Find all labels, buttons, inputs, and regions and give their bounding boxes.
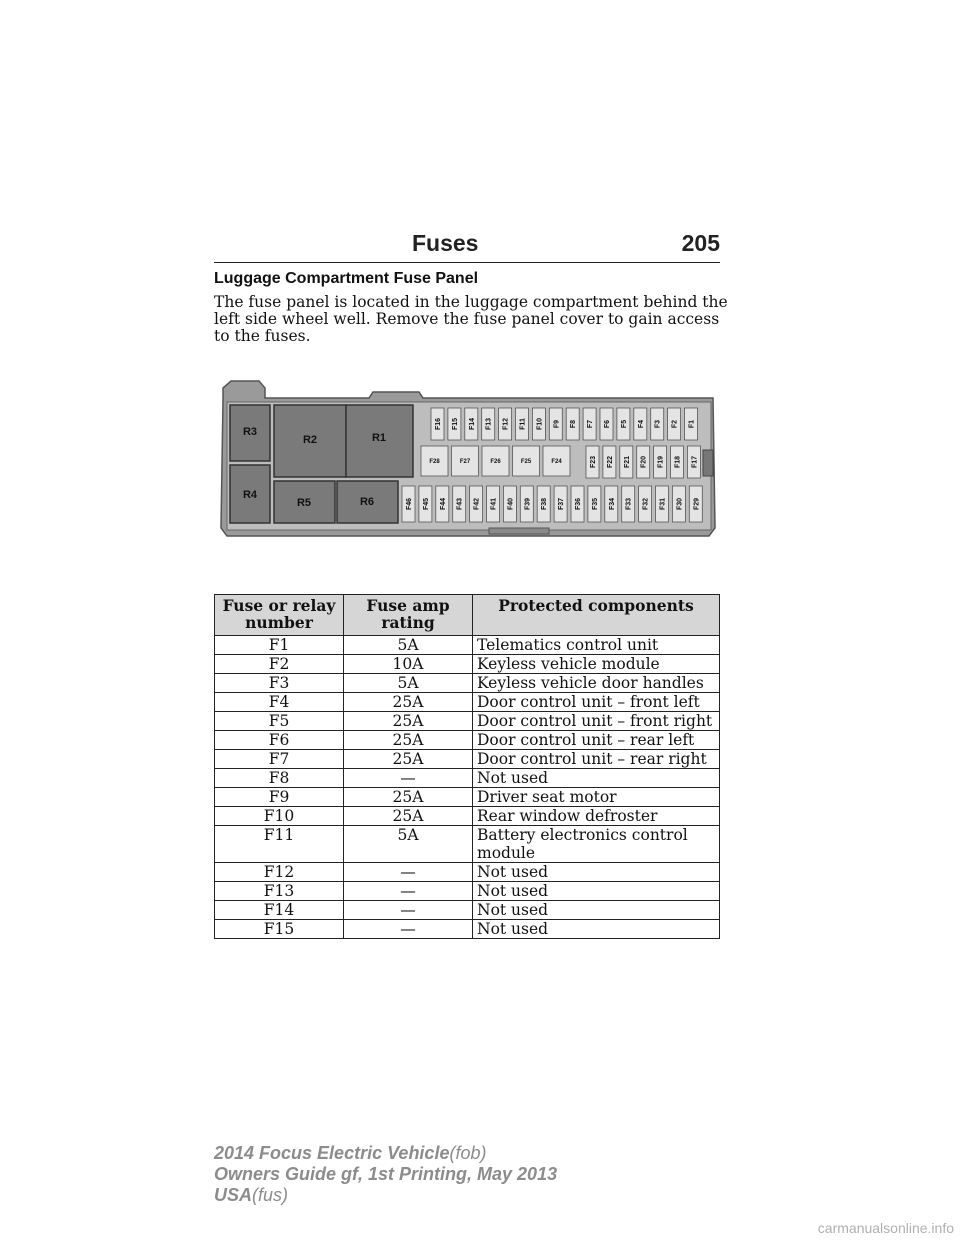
table-row — [215, 750, 720, 769]
footer-market-code: (fus) — [252, 1185, 289, 1205]
fuse-label: F46 — [406, 497, 413, 511]
table-row — [215, 636, 720, 655]
fuse-label: F34 — [608, 497, 616, 511]
table-row — [215, 655, 720, 674]
amp-rating-cell: 10A — [344, 655, 473, 674]
amp-rating-cell: 5A — [344, 826, 473, 863]
fuse-number-cell: F4 — [215, 693, 344, 712]
amp-rating-cell: — — [344, 882, 473, 901]
table-row — [215, 807, 720, 826]
page-number: 205 — [681, 230, 720, 256]
fuse-label: F22 — [606, 455, 614, 469]
relay-r4-label: R4 — [242, 489, 258, 501]
fuse-label: F18 — [674, 455, 682, 469]
amp-rating-cell: — — [344, 920, 473, 939]
table-row — [215, 712, 720, 731]
fuse-label: F24 — [551, 459, 562, 465]
fuse-number-cell: F9 — [215, 788, 344, 807]
table-row — [215, 920, 720, 939]
component-cell: Driver seat motor — [473, 788, 720, 807]
footer — [214, 1143, 557, 1206]
fuse-number-cell: F2 — [215, 655, 344, 674]
component-cell: Door control unit – rear right — [473, 750, 720, 769]
table-row — [215, 693, 720, 712]
table-row — [215, 674, 720, 693]
component-cell: Not used — [473, 920, 720, 939]
fuse-label: F30 — [676, 497, 684, 511]
header-amp-rating: Fuse amp rating — [344, 595, 473, 636]
fuse-label: F25 — [520, 459, 532, 465]
fuse-label: F43 — [456, 497, 464, 511]
fuse-label: F29 — [693, 497, 701, 511]
component-cell: Not used — [473, 882, 720, 901]
fuse-label: F13 — [485, 417, 493, 431]
fuse-number-cell: F3 — [215, 674, 344, 693]
amp-rating-cell: — — [344, 863, 473, 882]
fuse-label: F12 — [502, 417, 510, 431]
fuse-label: F15 — [451, 417, 459, 431]
footer-vehicle: 2014 Focus Electric Vehicle — [214, 1143, 450, 1163]
fuse-number-cell: F14 — [215, 901, 344, 920]
component-cell: Not used — [473, 901, 720, 920]
table-row — [215, 901, 720, 920]
fuse-label: F1 — [688, 419, 696, 429]
table-row — [215, 863, 720, 882]
fuse-label: F36 — [575, 497, 582, 511]
amp-rating-cell: — — [344, 769, 473, 788]
fuse-table-body — [215, 636, 720, 939]
fuse-number-cell: F6 — [215, 731, 344, 750]
component-cell: Not used — [473, 863, 720, 882]
relay-r3-label: R3 — [242, 426, 258, 438]
bottom-clip — [489, 528, 549, 534]
table-row — [215, 788, 720, 807]
fuse-number-cell: F11 — [215, 826, 344, 863]
fuse-label: F7 — [587, 419, 595, 429]
section-heading: Luggage Compartment Fuse Panel — [214, 270, 479, 287]
header-fuse-number: Fuse or relay number — [215, 595, 344, 636]
fuse-label: F20 — [640, 455, 648, 469]
table-row — [215, 826, 720, 863]
fuse-label: F14 — [468, 417, 476, 431]
component-cell: Not used — [473, 769, 720, 788]
component-cell: Door control unit – front left — [473, 693, 720, 712]
table-row — [215, 882, 720, 901]
fuse-label: F33 — [625, 497, 633, 511]
fuse-number-cell: F15 — [215, 920, 344, 939]
amp-rating-cell: 25A — [344, 712, 473, 731]
fuse-label: F6 — [604, 419, 611, 429]
fuse-number-cell: F7 — [215, 750, 344, 769]
fuse-label: F5 — [620, 419, 628, 429]
amp-rating-cell: — — [344, 901, 473, 920]
relay-r6-label: R6 — [359, 496, 375, 508]
fuse-label: F19 — [657, 455, 665, 469]
footer-market: USA — [214, 1185, 253, 1205]
intro-paragraph: The fuse panel is located in the luggage compartment behind the left side wheel well. Remove the fuse panel cover to gain access to the fuses. — [214, 293, 728, 345]
fuse-label: F39 — [524, 497, 532, 511]
fuse-label: F45 — [422, 497, 430, 511]
fuse-label: F28 — [429, 459, 440, 465]
fuse-label: F3 — [654, 419, 662, 429]
fuse-label: F27 — [459, 459, 471, 465]
fuse-label: F31 — [659, 497, 667, 511]
amp-rating-cell: 25A — [344, 731, 473, 750]
footer-line-2 — [214, 1164, 557, 1185]
fuse-label: F41 — [490, 497, 498, 511]
component-cell: Door control unit – rear left — [473, 731, 720, 750]
fuse-label: F8 — [570, 419, 578, 429]
fuse-number-cell: F5 — [215, 712, 344, 731]
footer-line-3 — [214, 1185, 557, 1206]
fuse-label: F17 — [691, 455, 699, 469]
footer-printing: Owners Guide gf, 1st Printing, May 2013 — [214, 1164, 558, 1184]
amp-rating-cell: 25A — [344, 693, 473, 712]
relay-r1-label: R1 — [371, 432, 387, 444]
fuse-label: F44 — [439, 497, 447, 511]
amp-rating-cell: 25A — [344, 750, 473, 769]
fuse-label: F9 — [553, 419, 561, 429]
component-cell: Keyless vehicle module — [473, 655, 720, 674]
fuse-label: F42 — [473, 497, 481, 511]
fuse-number-cell: F12 — [215, 863, 344, 882]
table-row — [215, 731, 720, 750]
amp-rating-cell: 25A — [344, 788, 473, 807]
amp-rating-cell: 25A — [344, 807, 473, 826]
watermark[interactable]: carmanualsonline.info — [817, 1220, 954, 1236]
component-cell: Rear window defroster — [473, 807, 720, 826]
fuse-label: F16 — [435, 417, 442, 431]
component-cell: Battery electronics control module — [473, 826, 720, 863]
fuse-label: F26 — [490, 459, 501, 465]
relay-r5-label: R5 — [296, 497, 312, 509]
fuse-label: F11 — [519, 418, 527, 430]
fuse-number-cell: F8 — [215, 769, 344, 788]
fuse-number-cell: F10 — [215, 807, 344, 826]
fuse-label: F37 — [558, 497, 566, 511]
fuse-label: F40 — [507, 497, 515, 511]
fuse-table — [214, 594, 720, 939]
amp-rating-cell: 5A — [344, 674, 473, 693]
header-protected-components: Protected components — [473, 595, 720, 636]
component-cell: Door control unit – front right — [473, 712, 720, 731]
component-cell: Keyless vehicle door handles — [473, 674, 720, 693]
fuse-label: F35 — [591, 497, 599, 511]
fuse-label: F21 — [623, 455, 631, 469]
fuse-label: F23 — [590, 455, 597, 469]
table-row — [215, 769, 720, 788]
fuse-panel-diagram — [219, 378, 718, 538]
header-title: Fuses — [412, 230, 479, 256]
footer-vehicle-code: (fob) — [449, 1143, 487, 1163]
fuse-label: F4 — [637, 419, 645, 429]
fuse-label: F10 — [536, 417, 544, 431]
fuse-label: F38 — [541, 497, 549, 511]
footer-line-1 — [214, 1143, 557, 1164]
page-header — [214, 228, 720, 263]
side-latch — [703, 450, 713, 476]
fuse-label: F2 — [671, 419, 679, 429]
fuse-label: F32 — [642, 497, 650, 511]
fuse-number-cell: F1 — [215, 636, 344, 655]
component-cell: Telematics control unit — [473, 636, 720, 655]
fuse-number-cell: F13 — [215, 882, 344, 901]
amp-rating-cell: 5A — [344, 636, 473, 655]
relay-r2-label: R2 — [302, 434, 318, 446]
table-header-row — [215, 595, 720, 636]
